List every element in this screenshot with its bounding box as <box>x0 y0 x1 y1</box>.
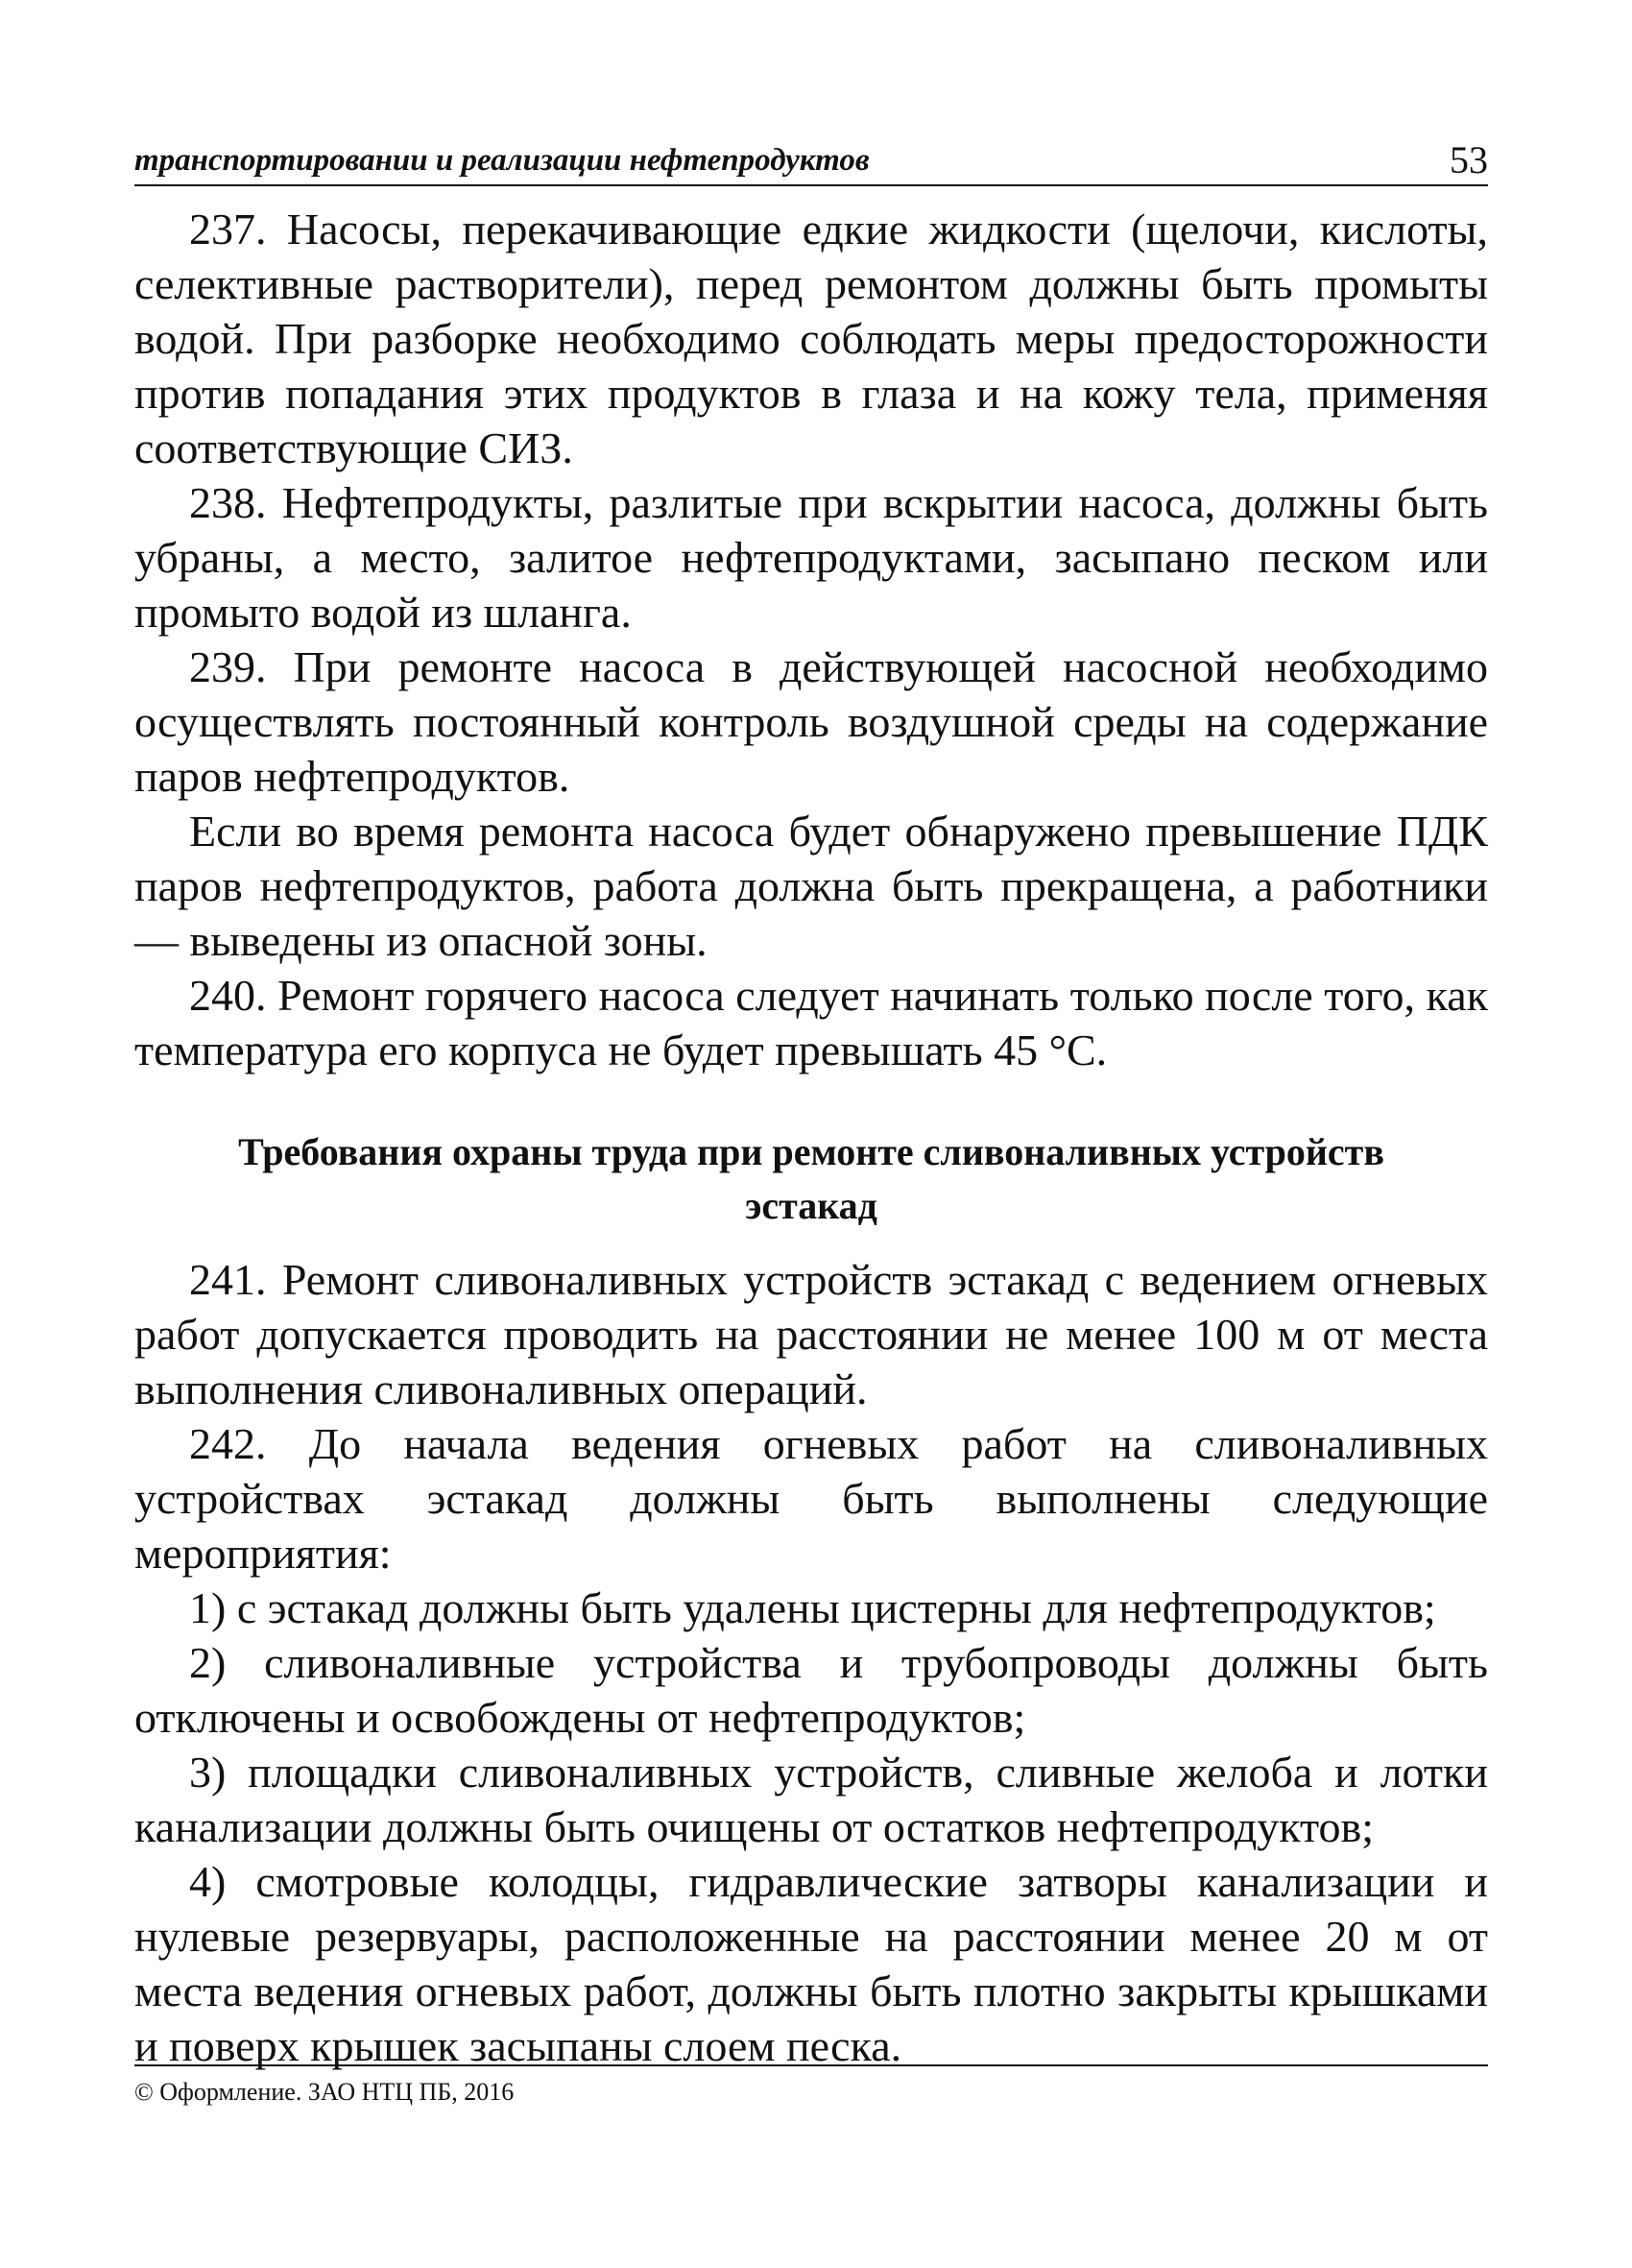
copyright-notice: © Оформление. ЗАО НТЦ ПБ, 2016 <box>134 2078 515 2106</box>
document-page <box>125 0 1498 2268</box>
paragraph-237: 237. Насосы, перекачивающие едкие жидкости (щелочи, кислоты, селективные растворители), перед ремонтом должны быть промыты водой. При разборке необходимо соблюдать меры предосторожности против попадания этих продуктов в глаза и на кожу тела, применяя соответствующие СИЗ. <box>134 205 1488 472</box>
list-item-2: 2) сливоналивные устройства и трубопроводы должны быть отключены и освобождены от нефтепродуктов; <box>134 1638 1488 1742</box>
page-footer <box>134 2064 1488 2107</box>
page-number: 53 <box>1450 138 1488 181</box>
paragraph-239-continued: Если во время ремонта насоса будет обнаружено превышение ПДК паров нефтепродуктов, работа должна быть прекращена, а работники — выведены из опасной зоны. <box>134 807 1488 965</box>
paragraph-241: 241. Ремонт сливоналивных устройств эстакад с ведением огневых работ допускается проводить на расстоянии не менее 100 м от места выполнения сливоналивных операций. <box>134 1255 1488 1413</box>
body-text <box>134 202 1488 2073</box>
paragraph-239: 239. При ремонте насоса в действующей насосной необходимо осуществлять постоянный контроль воздушной среды на содержание паров нефтепродуктов. <box>134 642 1488 801</box>
paragraph-242: 242. До начала ведения огневых работ на сливоналивных устройствах эстакад должны быть выполнены следующие мероприятия: <box>134 1419 1488 1578</box>
list-item-3: 3) площадки сливоналивных устройств, сливные желоба и лотки канализации должны быть очищены от остатков нефтепродуктов; <box>134 1748 1488 1851</box>
running-title: транспортировании и реализации нефтепродуктов <box>134 143 870 178</box>
paragraph-240: 240. Ремонт горячего насоса следует начинать только после того, как температура его корпуса не будет превышать 45 °С. <box>134 971 1488 1074</box>
list-item-1: 1) с эстакад должны быть удалены цистерны для нефтепродуктов; <box>189 1583 1436 1632</box>
section-heading: Требования охраны труда при ремонте сливоналивных устройств эстакад <box>238 1130 1384 1227</box>
list-item-4: 4) смотровые колодцы, гидравлические затворы канализации и нулевые резервуары, расположенные на расстоянии менее 20 м от места ведения огневых работ, должны быть плотно закрыты крышками и поверх крышек засыпаны слоем песка. <box>134 1857 1488 2070</box>
paragraph-238: 238. Нефтепродукты, разлитые при вскрытии насоса, должны быть убраны, а место, залитое нефтепродуктами, засыпано песком или промыто водой из шланга. <box>134 478 1488 637</box>
running-header <box>134 131 1488 186</box>
